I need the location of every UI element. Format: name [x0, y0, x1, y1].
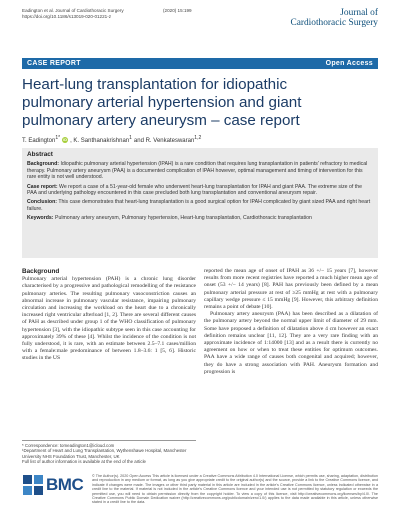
- body-column-right: [204, 268, 378, 376]
- doi-link[interactable]: https://doi.org/10.1186/s13019-020-01221-z: [22, 14, 112, 19]
- journal-name-line1: Journal of: [340, 8, 378, 18]
- page-footer: [22, 474, 378, 512]
- author-1[interactable]: T. Eadington$^{1*}$: [22, 135, 61, 144]
- open-access-label: Open Access: [325, 60, 373, 67]
- body-paragraph: Pulmonary arterial hypertension (PAH) is a chronic lung disorder characterised by a progressive and pathological remodelling of the resistance pulmonary arteries. The resulting pulmonary vasoconstriction causes an abnormal increase in pulmonary vascular resistance, impairing pulmonary circulation and increasing the workload on the heart due to a chronically increased right ventricular afterload [1, 2]. There are several different causes of PAH as described under group 1 of the WHO classification of pulmonary hypertension [3], with the idiopathic subtype seen in this case accounting for approximately 39% of these [4]. Whilst the incidence of the condition is not fully understood, it is rare, with an estimate between 2.5–7.1 cases/million with a female:male predominance of between 1.8–3.6: 1 [5, 6]. Historic studies in the US: [22, 276, 196, 362]
- bmc-mark-icon: [22, 474, 44, 496]
- license-text: © The Author(s). 2020 Open Access This article is licensed under a Creative Commons Attribution 4.0 International License, which permits use, sharing, adaptation, distribution and reproduction in any medium or format, as long as you give appropriate credit to the original author(s) and the source, provide a link to the Creative Commons licence, and indicate if changes were made. The images or other third party material in this article are included in the article's Creative Commons licence, unless indicated otherwise in a credit line to the material. If material is not included in the article's Creative Commons licence and your intended use is not permitted by statutory regulation or exceeds the permitted use, you will need to obtain permission directly from the copyright holder. To view a copy of this licence, visit http://creativecommons.org/licenses/by/4.0/. The Creative Commons Public Domain Dedication waiver (http://creativecommons.org/publicdomain/zero/1.0/) applies to the data made available in this article, unless otherwise stated in a credit line to the data.: [92, 474, 378, 505]
- article-title: Heart-lung transplantation for idiopathic pulmonary arterial hypertension and giant pulmonary artery aneurysm – case report: [22, 76, 302, 129]
- section-heading-background: Background: [22, 268, 60, 275]
- bmc-wordmark: BMC: [46, 475, 84, 494]
- author-3[interactable]: and R. Venkateswaran$^{1,2}$: [133, 135, 202, 144]
- body-paragraph: reported the mean age of onset of IPAH as 36 +/− 15 years [7], however results from more recent registries have reported a much higher mean age of onset (53 +/− 14 years) [8]. PAH has previously been defined by a mean pulmonary arterial pressure at rest of ≥25 mmHg at rest with a pulmonary capillary wedge pressure ≤ 15 mmHg [9]. However, this arbitrary definition remains a point of debate [10].: [204, 268, 378, 311]
- orcid-icon[interactable]: iD: [63, 137, 67, 142]
- citation: Eadington et al. Journal of Cardiothoracic Surgery: [22, 8, 124, 13]
- author-info-note: Full list of author information is available at the end of the article: [22, 459, 146, 465]
- year-volume: (2020) 15:199: [163, 8, 192, 13]
- body-column-left: [22, 268, 196, 363]
- bmc-logo: [22, 474, 86, 496]
- running-header: [22, 8, 124, 20]
- body-paragraph: Pulmonary artery aneurysm (PAA) has been described as a dilatation of the pulmonary artery beyond the normal upper limit of diameter of 29 mm. Some have proposed a definition of dilatation above 4 cm however an exact definition remains unclear [11, 12]. They are a very rare finding with an approximate incidence of 1:14000 [13] and as a result there is currently no agreement on how or when to treat these entities for optimum outcomes. PAA have a wide range of causes both congenital and acquired; however, they do have a strong association with PAH. Aneurysm formation and progression is: [204, 311, 378, 375]
- correspondence[interactable]: * Correspondence: tomeadington1@icloud.com: [22, 443, 115, 448]
- abstract-conclusion: Conclusion: This case demonstrates that heart-lung transplantation is a good surgical option for IPAH complicated by giant sized PAA and right heart failure.: [27, 199, 371, 212]
- footnote: [22, 440, 196, 465]
- affiliation: ¹Department of Heart and Lung Transplantation, Wythenshawe Hospital, Manchester University NHS Foundation Trust, Manchester, UK: [22, 448, 187, 459]
- abstract-case: Case report: We report a case of a 51-year-old female who underwent heart-lung transplantation for IPAH and giant PAA. The extreme size of the PAA and underlying pathology encountered in this case precluded both lung transplantation and conventional aneurysm repair.: [27, 183, 362, 197]
- author-2[interactable]: , K. Santhanakrishnan$^1$: [70, 135, 132, 144]
- journal-name-line2: Cardiothoracic Surgery: [290, 18, 378, 28]
- abstract-heading: Abstract: [27, 151, 53, 158]
- journal-logo: [290, 8, 378, 28]
- abstract-background: Background: Idiopathic pulmonary arterial hypertension (IPAH) is a rare condition that requires lung transplantation in patients' refractory to medical therapy. Pulmonary artery aneurysm (PAA) is a documented complication of IPAH however, optimal management and timing of intervention for this rare entity is not well understood.: [27, 161, 368, 181]
- article-type-banner: [22, 58, 378, 69]
- abstract-box: [22, 148, 378, 258]
- abstract-keywords: Keywords: Pulmonary artery aneurysm, Pulmonary hypertension, Heart-lung transplantation, Cardiothoracic transplantation: [27, 215, 312, 222]
- article-type: CASE REPORT: [27, 60, 81, 67]
- author-list: [22, 135, 201, 144]
